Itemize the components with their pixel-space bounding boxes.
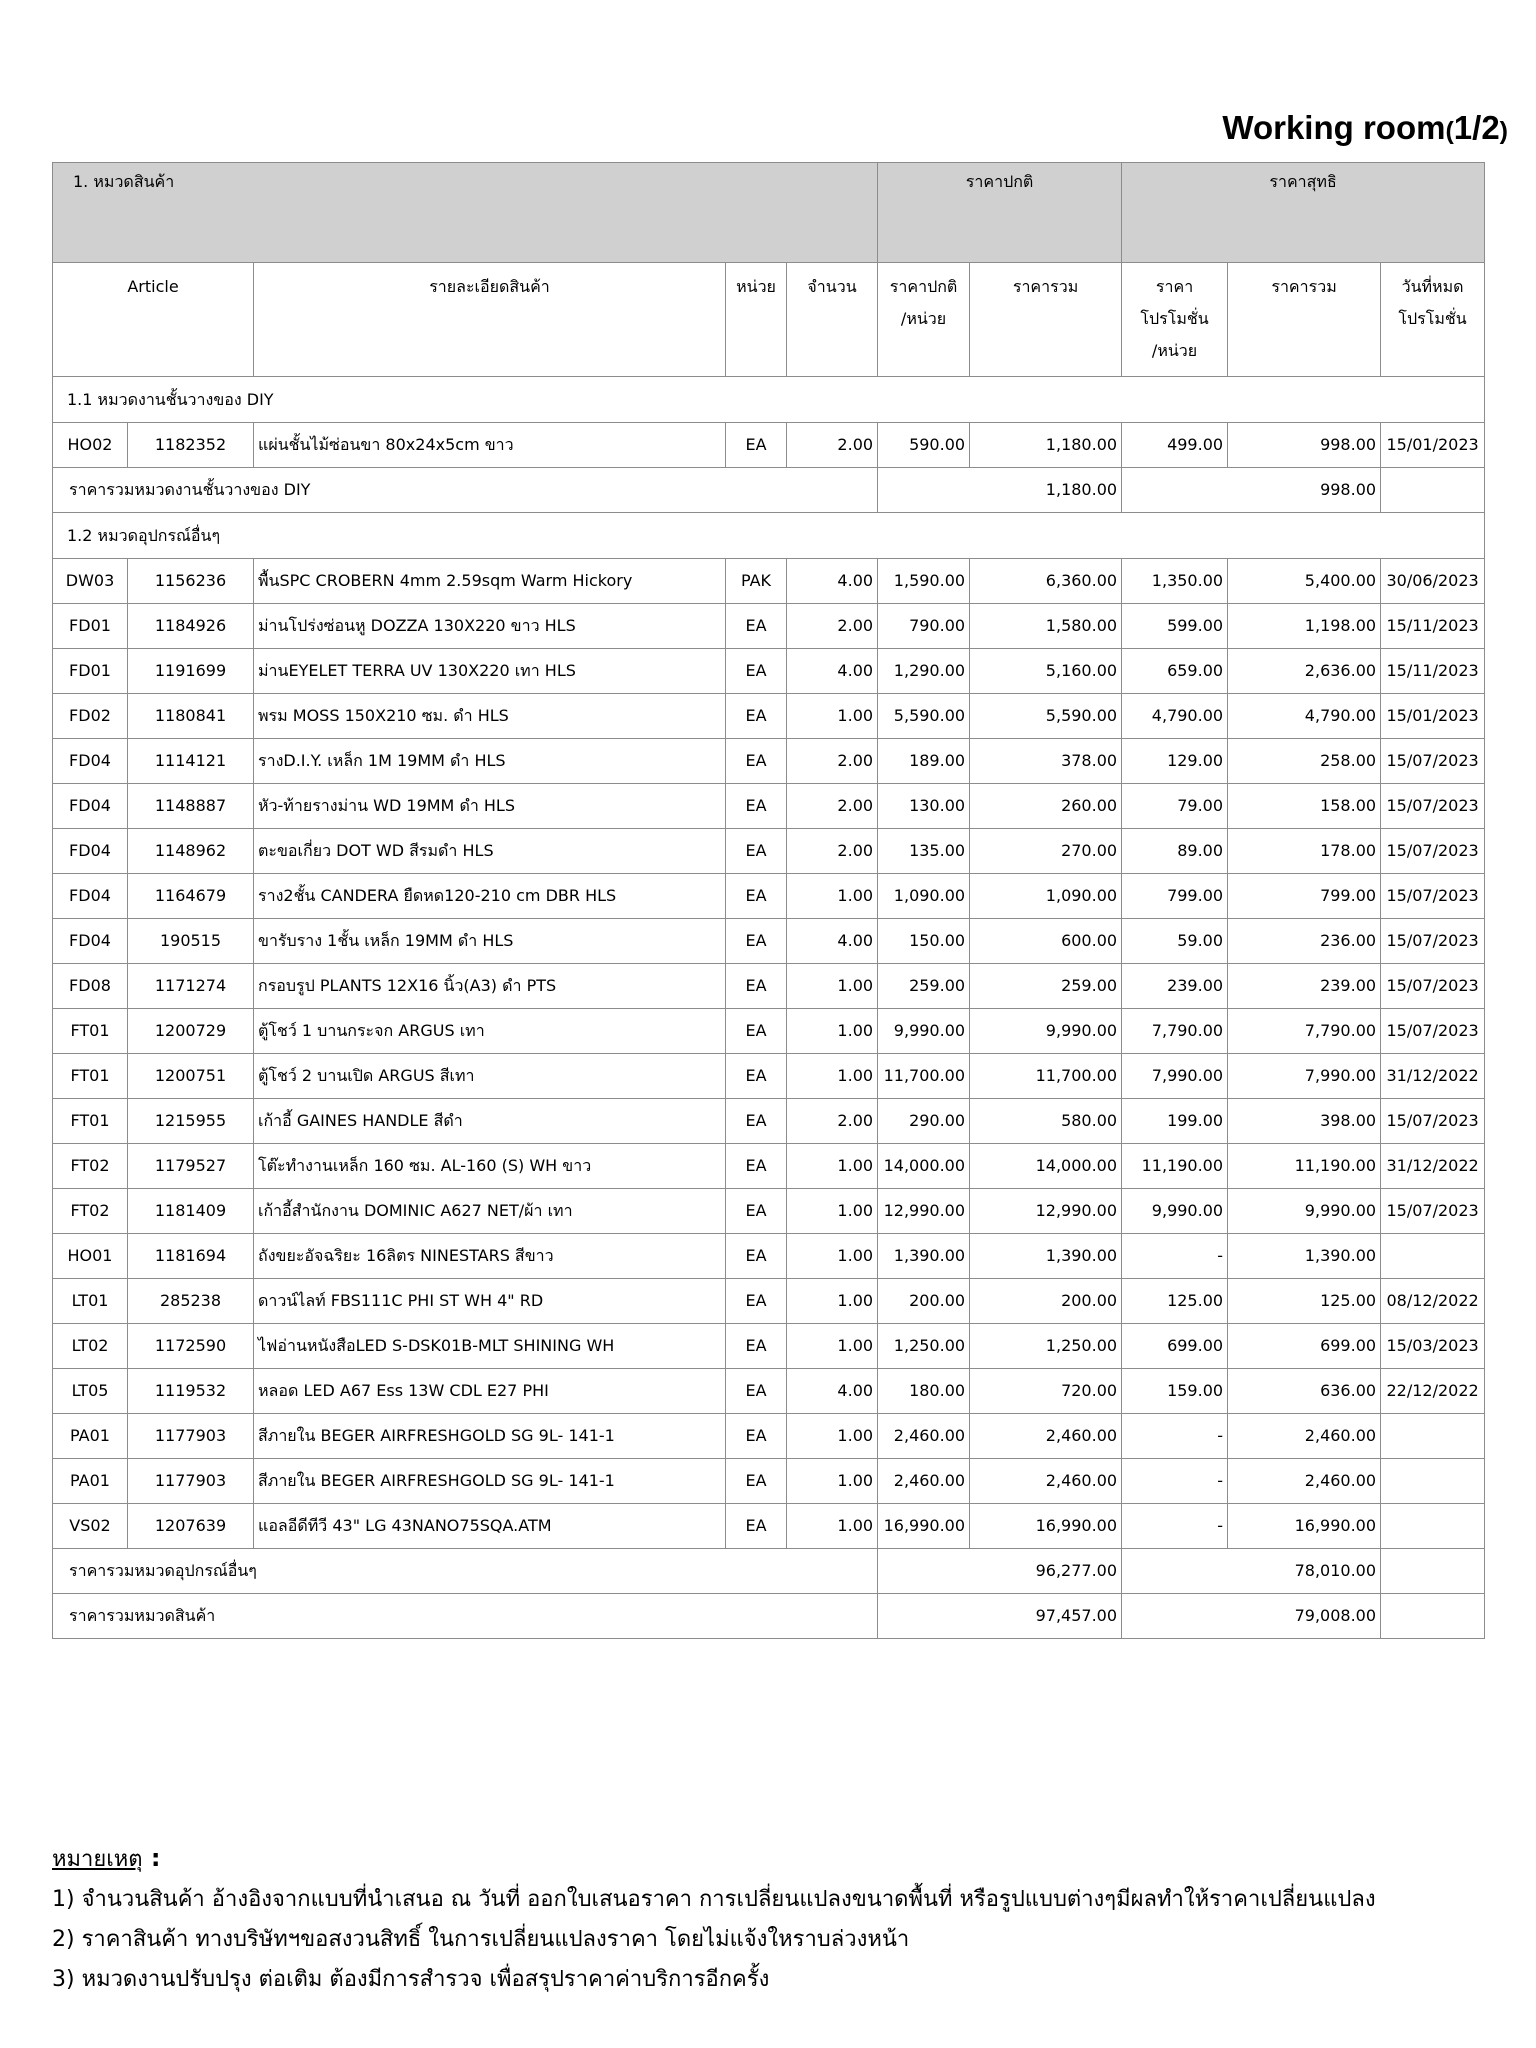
item-promo-end: 15/07/2023 bbox=[1381, 964, 1485, 1009]
item-promo-end: 15/11/2023 bbox=[1381, 604, 1485, 649]
item-article: 1207639 bbox=[128, 1504, 254, 1549]
item-promo-price: 79.00 bbox=[1122, 784, 1228, 829]
item-description: ตู้โชว์ 2 บานเปิด ARGUS สีเทา bbox=[254, 1054, 726, 1099]
item-description: สีภายใน BEGER AIRFRESHGOLD SG 9L- 141-1 bbox=[254, 1414, 726, 1459]
item-promo-price: 9,990.00 bbox=[1122, 1189, 1228, 1234]
item-total: 12,990.00 bbox=[970, 1189, 1122, 1234]
item-unit: EA bbox=[726, 649, 787, 694]
item-code: FT01 bbox=[53, 1009, 128, 1054]
item-description: เก้าอี้สำนักงาน DOMINIC A627 NET/ผ้า เทา bbox=[254, 1189, 726, 1234]
item-promo-price: 89.00 bbox=[1122, 829, 1228, 874]
item-net-total: 9,990.00 bbox=[1228, 1189, 1381, 1234]
item-promo-price: - bbox=[1122, 1414, 1228, 1459]
item-net-total: 7,790.00 bbox=[1228, 1009, 1381, 1054]
item-code: FD04 bbox=[53, 874, 128, 919]
item-code: FD04 bbox=[53, 919, 128, 964]
item-total: 2,460.00 bbox=[970, 1414, 1122, 1459]
item-description: กรอบรูป PLANTS 12X16 นิ้ว(A3) ดำ PTS bbox=[254, 964, 726, 1009]
item-qty: 2.00 bbox=[787, 423, 878, 468]
item-description: ขารับราง 1ชั้น เหล็ก 19MM ดำ HLS bbox=[254, 919, 726, 964]
item-unit-price: 14,000.00 bbox=[878, 1144, 970, 1189]
item-net-total: 2,460.00 bbox=[1228, 1414, 1381, 1459]
col-net-total: ราคารวม bbox=[1228, 263, 1381, 377]
item-code: VS02 bbox=[53, 1504, 128, 1549]
item-promo-end bbox=[1381, 1459, 1485, 1504]
item-promo-end: 15/01/2023 bbox=[1381, 694, 1485, 739]
item-article: 1182352 bbox=[128, 423, 254, 468]
table-row bbox=[53, 1144, 1485, 1189]
item-unit-price: 135.00 bbox=[878, 829, 970, 874]
item-description: แอลอีดีทีวี 43" LG 43NANO75SQA.ATM bbox=[254, 1504, 726, 1549]
section-title: 1.2 หมวดอุปกรณ์อื่นๆ bbox=[53, 513, 1485, 559]
item-code: FD04 bbox=[53, 784, 128, 829]
item-total: 1,090.00 bbox=[970, 874, 1122, 919]
item-unit: EA bbox=[726, 1504, 787, 1549]
item-total: 259.00 bbox=[970, 964, 1122, 1009]
item-promo-price: 11,190.00 bbox=[1122, 1144, 1228, 1189]
item-net-total: 699.00 bbox=[1228, 1324, 1381, 1369]
item-qty: 1.00 bbox=[787, 1414, 878, 1459]
item-total: 5,590.00 bbox=[970, 694, 1122, 739]
item-code: FD01 bbox=[53, 649, 128, 694]
item-unit-price: 259.00 bbox=[878, 964, 970, 1009]
item-promo-end: 15/11/2023 bbox=[1381, 649, 1485, 694]
table-row bbox=[53, 1054, 1485, 1099]
section-row bbox=[53, 513, 1485, 559]
normal-price-heading: ราคาปกติ bbox=[878, 163, 1122, 263]
item-code: FD01 bbox=[53, 604, 128, 649]
item-article: 1191699 bbox=[128, 649, 254, 694]
item-qty: 1.00 bbox=[787, 1324, 878, 1369]
item-qty: 2.00 bbox=[787, 739, 878, 784]
item-net-total: 16,990.00 bbox=[1228, 1504, 1381, 1549]
item-total: 5,160.00 bbox=[970, 649, 1122, 694]
item-qty: 4.00 bbox=[787, 649, 878, 694]
item-total: 14,000.00 bbox=[970, 1144, 1122, 1189]
item-total: 6,360.00 bbox=[970, 559, 1122, 604]
item-promo-end bbox=[1381, 1234, 1485, 1279]
page-title bbox=[1100, 104, 1508, 155]
subtotal-label: ราคารวมหมวดงานชั้นวางของ DIY bbox=[53, 468, 878, 513]
item-code: FT02 bbox=[53, 1189, 128, 1234]
item-net-total: 4,790.00 bbox=[1228, 694, 1381, 739]
item-total: 600.00 bbox=[970, 919, 1122, 964]
item-promo-price: - bbox=[1122, 1234, 1228, 1279]
category-header-row bbox=[53, 163, 1485, 263]
item-qty: 1.00 bbox=[787, 1054, 878, 1099]
item-promo-end: 31/12/2022 bbox=[1381, 1054, 1485, 1099]
item-unit-price: 9,990.00 bbox=[878, 1009, 970, 1054]
item-net-total: 1,390.00 bbox=[1228, 1234, 1381, 1279]
item-description: โต๊ะทำงานเหล็ก 160 ซม. AL-160 (S) WH ขาว bbox=[254, 1144, 726, 1189]
item-total: 11,700.00 bbox=[970, 1054, 1122, 1099]
item-unit: EA bbox=[726, 1369, 787, 1414]
item-net-total: 1,198.00 bbox=[1228, 604, 1381, 649]
item-qty: 2.00 bbox=[787, 1099, 878, 1144]
item-promo-price: 239.00 bbox=[1122, 964, 1228, 1009]
item-net-total: 11,190.00 bbox=[1228, 1144, 1381, 1189]
item-total: 270.00 bbox=[970, 829, 1122, 874]
item-net-total: 236.00 bbox=[1228, 919, 1381, 964]
item-qty: 4.00 bbox=[787, 1369, 878, 1414]
item-code: DW03 bbox=[53, 559, 128, 604]
item-total: 1,250.00 bbox=[970, 1324, 1122, 1369]
item-promo-end: 31/12/2022 bbox=[1381, 1144, 1485, 1189]
item-qty: 2.00 bbox=[787, 829, 878, 874]
subtotal-empty bbox=[1381, 1549, 1485, 1594]
item-unit: EA bbox=[726, 1144, 787, 1189]
subtotal-row bbox=[53, 1549, 1485, 1594]
item-article: 1215955 bbox=[128, 1099, 254, 1144]
note-line: 3) หมวดงานปรับปรุง ต่อเติม ต้องมีการสำรวจ เพื่อสรุปราคาค่าบริการอีกครั้ง bbox=[52, 1967, 770, 1992]
item-promo-end: 15/07/2023 bbox=[1381, 739, 1485, 784]
title-page: 1/2 bbox=[1453, 109, 1500, 146]
item-total: 2,460.00 bbox=[970, 1459, 1122, 1504]
table-row bbox=[53, 784, 1485, 829]
item-description: ราง2ชั้น CANDERA ยืดหด120-210 cm DBR HLS bbox=[254, 874, 726, 919]
item-article: 1148962 bbox=[128, 829, 254, 874]
item-article: 1184926 bbox=[128, 604, 254, 649]
item-promo-price: 59.00 bbox=[1122, 919, 1228, 964]
item-promo-price: 1,350.00 bbox=[1122, 559, 1228, 604]
col-description: รายละเอียดสินค้า bbox=[254, 263, 726, 377]
item-unit: EA bbox=[726, 604, 787, 649]
item-promo-end: 15/07/2023 bbox=[1381, 829, 1485, 874]
item-promo-price: 129.00 bbox=[1122, 739, 1228, 784]
item-unit-price: 290.00 bbox=[878, 1099, 970, 1144]
item-unit: EA bbox=[726, 1414, 787, 1459]
table-row bbox=[53, 1504, 1485, 1549]
col-promo-end: วันที่หมด โปรโมชั่น bbox=[1381, 263, 1485, 377]
item-net-total: 998.00 bbox=[1228, 423, 1381, 468]
item-article: 1179527 bbox=[128, 1144, 254, 1189]
item-unit: EA bbox=[726, 1324, 787, 1369]
item-article: 1172590 bbox=[128, 1324, 254, 1369]
item-total: 1,390.00 bbox=[970, 1234, 1122, 1279]
item-total: 720.00 bbox=[970, 1369, 1122, 1414]
item-net-total: 158.00 bbox=[1228, 784, 1381, 829]
subtotal-row bbox=[53, 468, 1485, 513]
item-net-total: 7,990.00 bbox=[1228, 1054, 1381, 1099]
item-promo-price: 125.00 bbox=[1122, 1279, 1228, 1324]
subtotal-total: 1,180.00 bbox=[878, 468, 1122, 513]
item-article: 1177903 bbox=[128, 1459, 254, 1504]
item-code: FD08 bbox=[53, 964, 128, 1009]
item-description: หัว-ท้ายรางม่าน WD 19MM ดำ HLS bbox=[254, 784, 726, 829]
notes-heading: หมายเหตุ : bbox=[52, 1844, 161, 1872]
item-unit-price: 130.00 bbox=[878, 784, 970, 829]
item-code: FT01 bbox=[53, 1099, 128, 1144]
item-net-total: 5,400.00 bbox=[1228, 559, 1381, 604]
item-description: ม่านEYELET TERRA UV 130X220 เทา HLS bbox=[254, 649, 726, 694]
item-article: 1180841 bbox=[128, 694, 254, 739]
item-code: LT05 bbox=[53, 1369, 128, 1414]
item-code: FD04 bbox=[53, 829, 128, 874]
subtotal-net: 78,010.00 bbox=[1122, 1549, 1381, 1594]
item-description: หลอด LED A67 Ess 13W CDL E27 PHI bbox=[254, 1369, 726, 1414]
item-qty: 1.00 bbox=[787, 694, 878, 739]
title-paren-close: ) bbox=[1499, 117, 1508, 145]
item-qty: 1.00 bbox=[787, 1279, 878, 1324]
item-code: LT02 bbox=[53, 1324, 128, 1369]
item-promo-end: 15/07/2023 bbox=[1381, 919, 1485, 964]
item-net-total: 398.00 bbox=[1228, 1099, 1381, 1144]
item-promo-price: 799.00 bbox=[1122, 874, 1228, 919]
item-description: ไฟอ่านหนังสือLED S-DSK01B-MLT SHINING WH bbox=[254, 1324, 726, 1369]
item-description: ดาวน์ไลท์ FBS111C PHI ST WH 4" RD bbox=[254, 1279, 726, 1324]
item-code: FT01 bbox=[53, 1054, 128, 1099]
table-row bbox=[53, 1324, 1485, 1369]
item-promo-end: 08/12/2022 bbox=[1381, 1279, 1485, 1324]
item-promo-price: - bbox=[1122, 1459, 1228, 1504]
item-unit: EA bbox=[726, 423, 787, 468]
col-article: Article bbox=[53, 263, 254, 377]
table-row bbox=[53, 694, 1485, 739]
item-promo-price: 199.00 bbox=[1122, 1099, 1228, 1144]
item-unit-price: 12,990.00 bbox=[878, 1189, 970, 1234]
item-promo-end: 15/07/2023 bbox=[1381, 1009, 1485, 1054]
item-qty: 2.00 bbox=[787, 604, 878, 649]
grand-total-label: ราคารวมหมวดสินค้า bbox=[53, 1594, 878, 1639]
item-promo-price: 159.00 bbox=[1122, 1369, 1228, 1414]
item-article: 1181409 bbox=[128, 1189, 254, 1234]
table-row bbox=[53, 1369, 1485, 1414]
item-unit-price: 2,460.00 bbox=[878, 1414, 970, 1459]
item-unit-price: 1,390.00 bbox=[878, 1234, 970, 1279]
table-row bbox=[53, 964, 1485, 1009]
item-code: LT01 bbox=[53, 1279, 128, 1324]
item-article: 1200729 bbox=[128, 1009, 254, 1054]
item-qty: 1.00 bbox=[787, 1234, 878, 1279]
item-net-total: 125.00 bbox=[1228, 1279, 1381, 1324]
table-row bbox=[53, 1234, 1485, 1279]
column-header-row bbox=[53, 263, 1485, 377]
item-code: HO02 bbox=[53, 423, 128, 468]
item-unit-price: 1,090.00 bbox=[878, 874, 970, 919]
item-promo-end: 15/07/2023 bbox=[1381, 1189, 1485, 1234]
subtotal-empty bbox=[1381, 468, 1485, 513]
item-qty: 1.00 bbox=[787, 1144, 878, 1189]
table-row bbox=[53, 1414, 1485, 1459]
item-article: 1177903 bbox=[128, 1414, 254, 1459]
item-qty: 4.00 bbox=[787, 919, 878, 964]
title-main: Working room bbox=[1222, 109, 1446, 146]
item-unit-price: 2,460.00 bbox=[878, 1459, 970, 1504]
item-article: 285238 bbox=[128, 1279, 254, 1324]
item-unit: EA bbox=[726, 1099, 787, 1144]
item-unit: EA bbox=[726, 1189, 787, 1234]
item-total: 200.00 bbox=[970, 1279, 1122, 1324]
item-promo-end: 30/06/2023 bbox=[1381, 559, 1485, 604]
table-row bbox=[53, 604, 1485, 649]
item-unit-price: 790.00 bbox=[878, 604, 970, 649]
item-promo-end: 22/12/2022 bbox=[1381, 1369, 1485, 1414]
item-article: 1156236 bbox=[128, 559, 254, 604]
item-promo-end bbox=[1381, 1504, 1485, 1549]
item-unit: EA bbox=[726, 919, 787, 964]
item-total: 1,180.00 bbox=[970, 423, 1122, 468]
item-description: ถังขยะอัจฉริยะ 16ลิตร NINESTARS สีขาว bbox=[254, 1234, 726, 1279]
col-qty: จำนวน bbox=[787, 263, 878, 377]
item-qty: 1.00 bbox=[787, 1459, 878, 1504]
item-unit: EA bbox=[726, 784, 787, 829]
item-net-total: 258.00 bbox=[1228, 739, 1381, 784]
table-row bbox=[53, 1099, 1485, 1144]
table-row bbox=[53, 1009, 1485, 1054]
grand-total-row bbox=[53, 1594, 1485, 1639]
item-unit-price: 189.00 bbox=[878, 739, 970, 784]
item-unit-price: 180.00 bbox=[878, 1369, 970, 1414]
item-unit-price: 5,590.00 bbox=[878, 694, 970, 739]
item-unit: EA bbox=[726, 1234, 787, 1279]
item-unit: EA bbox=[726, 1279, 787, 1324]
item-total: 9,990.00 bbox=[970, 1009, 1122, 1054]
item-article: 1171274 bbox=[128, 964, 254, 1009]
item-unit: EA bbox=[726, 874, 787, 919]
item-unit-price: 150.00 bbox=[878, 919, 970, 964]
table-row bbox=[53, 423, 1485, 468]
item-promo-end: 15/03/2023 bbox=[1381, 1324, 1485, 1369]
table-row bbox=[53, 739, 1485, 784]
item-qty: 4.00 bbox=[787, 559, 878, 604]
item-qty: 1.00 bbox=[787, 964, 878, 1009]
item-article: 1114121 bbox=[128, 739, 254, 784]
item-total: 260.00 bbox=[970, 784, 1122, 829]
item-unit: EA bbox=[726, 1054, 787, 1099]
item-net-total: 2,636.00 bbox=[1228, 649, 1381, 694]
item-unit: EA bbox=[726, 739, 787, 784]
item-code: FD02 bbox=[53, 694, 128, 739]
item-unit-price: 200.00 bbox=[878, 1279, 970, 1324]
table-row bbox=[53, 829, 1485, 874]
item-unit-price: 1,290.00 bbox=[878, 649, 970, 694]
item-article: 1148887 bbox=[128, 784, 254, 829]
grand-total-net: 79,008.00 bbox=[1122, 1594, 1381, 1639]
item-promo-price: 599.00 bbox=[1122, 604, 1228, 649]
item-total: 580.00 bbox=[970, 1099, 1122, 1144]
title-paren-open: ( bbox=[1445, 117, 1454, 145]
section-title: 1.1 หมวดงานชั้นวางของ DIY bbox=[53, 377, 1485, 423]
item-promo-price: 499.00 bbox=[1122, 423, 1228, 468]
table-row bbox=[53, 649, 1485, 694]
item-unit-price: 16,990.00 bbox=[878, 1504, 970, 1549]
col-total: ราคารวม bbox=[970, 263, 1122, 377]
item-promo-price: 699.00 bbox=[1122, 1324, 1228, 1369]
item-description: รางD.I.Y. เหล็ก 1M 19MM ดำ HLS bbox=[254, 739, 726, 784]
item-description: เก้าอี้ GAINES HANDLE สีดำ bbox=[254, 1099, 726, 1144]
item-unit-price: 590.00 bbox=[878, 423, 970, 468]
note-line: 1) จำนวนสินค้า อ้างอิงจากแบบที่นำเสนอ ณ วันที่ ออกใบเสนอราคา การเปลี่ยนแปลงขนาดพื้นที่ หรือรูปแบบต่างๆมีผลทำให้ราคาเปลี่ยนแปลง bbox=[52, 1887, 1376, 1912]
item-promo-price: 7,790.00 bbox=[1122, 1009, 1228, 1054]
col-unit-price: ราคาปกติ /หน่วย bbox=[878, 263, 970, 377]
item-promo-end: 15/07/2023 bbox=[1381, 784, 1485, 829]
item-description: แผ่นชั้นไม้ซ่อนขา 80x24x5cm ขาว bbox=[254, 423, 726, 468]
table-row bbox=[53, 559, 1485, 604]
grand-total-empty bbox=[1381, 1594, 1485, 1639]
item-total: 378.00 bbox=[970, 739, 1122, 784]
net-price-heading: ราคาสุทธิ bbox=[1122, 163, 1485, 263]
item-description: ตะขอเกี่ยว DOT WD สีรมดำ HLS bbox=[254, 829, 726, 874]
subtotal-total: 96,277.00 bbox=[878, 1549, 1122, 1594]
item-promo-end: 15/07/2023 bbox=[1381, 874, 1485, 919]
item-promo-end bbox=[1381, 1414, 1485, 1459]
item-description: ม่านโปร่งซ่อนหู DOZZA 130X220 ขาว HLS bbox=[254, 604, 726, 649]
table-row bbox=[53, 1279, 1485, 1324]
item-description: ตู้โชว์ 1 บานกระจก ARGUS เทา bbox=[254, 1009, 726, 1054]
item-qty: 1.00 bbox=[787, 1009, 878, 1054]
table-row bbox=[53, 919, 1485, 964]
item-qty: 1.00 bbox=[787, 1189, 878, 1234]
table-row bbox=[53, 874, 1485, 919]
item-code: HO01 bbox=[53, 1234, 128, 1279]
item-promo-price: 7,990.00 bbox=[1122, 1054, 1228, 1099]
item-promo-price: - bbox=[1122, 1504, 1228, 1549]
item-unit: EA bbox=[726, 829, 787, 874]
item-qty: 1.00 bbox=[787, 874, 878, 919]
col-unit: หน่วย bbox=[726, 263, 787, 377]
item-description: พื้นSPC CROBERN 4mm 2.59sqm Warm Hickory bbox=[254, 559, 726, 604]
item-article: 190515 bbox=[128, 919, 254, 964]
item-unit-price: 11,700.00 bbox=[878, 1054, 970, 1099]
item-promo-price: 4,790.00 bbox=[1122, 694, 1228, 739]
item-unit: EA bbox=[726, 1459, 787, 1504]
category-heading: 1. หมวดสินค้า bbox=[53, 163, 878, 263]
notes bbox=[52, 1838, 1376, 2000]
item-unit: EA bbox=[726, 1009, 787, 1054]
item-unit-price: 1,590.00 bbox=[878, 559, 970, 604]
item-promo-price: 659.00 bbox=[1122, 649, 1228, 694]
item-unit: PAK bbox=[726, 559, 787, 604]
item-net-total: 239.00 bbox=[1228, 964, 1381, 1009]
subtotal-label: ราคารวมหมวดอุปกรณ์อื่นๆ bbox=[53, 1549, 878, 1594]
item-code: FD04 bbox=[53, 739, 128, 784]
item-net-total: 2,460.00 bbox=[1228, 1459, 1381, 1504]
item-net-total: 636.00 bbox=[1228, 1369, 1381, 1414]
item-article: 1200751 bbox=[128, 1054, 254, 1099]
section-row bbox=[53, 377, 1485, 423]
item-promo-end: 15/07/2023 bbox=[1381, 1099, 1485, 1144]
table-row bbox=[53, 1189, 1485, 1234]
subtotal-net: 998.00 bbox=[1122, 468, 1381, 513]
table-row bbox=[53, 1459, 1485, 1504]
item-unit: EA bbox=[726, 694, 787, 739]
item-article: 1164679 bbox=[128, 874, 254, 919]
item-article: 1119532 bbox=[128, 1369, 254, 1414]
item-net-total: 178.00 bbox=[1228, 829, 1381, 874]
quotation-table bbox=[52, 162, 1485, 1639]
item-total: 16,990.00 bbox=[970, 1504, 1122, 1549]
col-promo-price: ราคา โปรโมชั่น /หน่วย bbox=[1122, 263, 1228, 377]
item-description: พรม MOSS 150X210 ซม. ดำ HLS bbox=[254, 694, 726, 739]
item-code: PA01 bbox=[53, 1414, 128, 1459]
note-line: 2) ราคาสินค้า ทางบริษัทฯขอสงวนสิทธิ์ ในการเปลี่ยนแปลงราคา โดยไม่แจ้งใหราบล่วงหน้า bbox=[52, 1927, 910, 1952]
grand-total-total: 97,457.00 bbox=[878, 1594, 1122, 1639]
item-qty: 1.00 bbox=[787, 1504, 878, 1549]
item-net-total: 799.00 bbox=[1228, 874, 1381, 919]
item-description: สีภายใน BEGER AIRFRESHGOLD SG 9L- 141-1 bbox=[254, 1459, 726, 1504]
item-promo-end: 15/01/2023 bbox=[1381, 423, 1485, 468]
item-unit-price: 1,250.00 bbox=[878, 1324, 970, 1369]
item-unit: EA bbox=[726, 964, 787, 1009]
item-code: PA01 bbox=[53, 1459, 128, 1504]
item-qty: 2.00 bbox=[787, 784, 878, 829]
item-code: FT02 bbox=[53, 1144, 128, 1189]
item-total: 1,580.00 bbox=[970, 604, 1122, 649]
item-article: 1181694 bbox=[128, 1234, 254, 1279]
